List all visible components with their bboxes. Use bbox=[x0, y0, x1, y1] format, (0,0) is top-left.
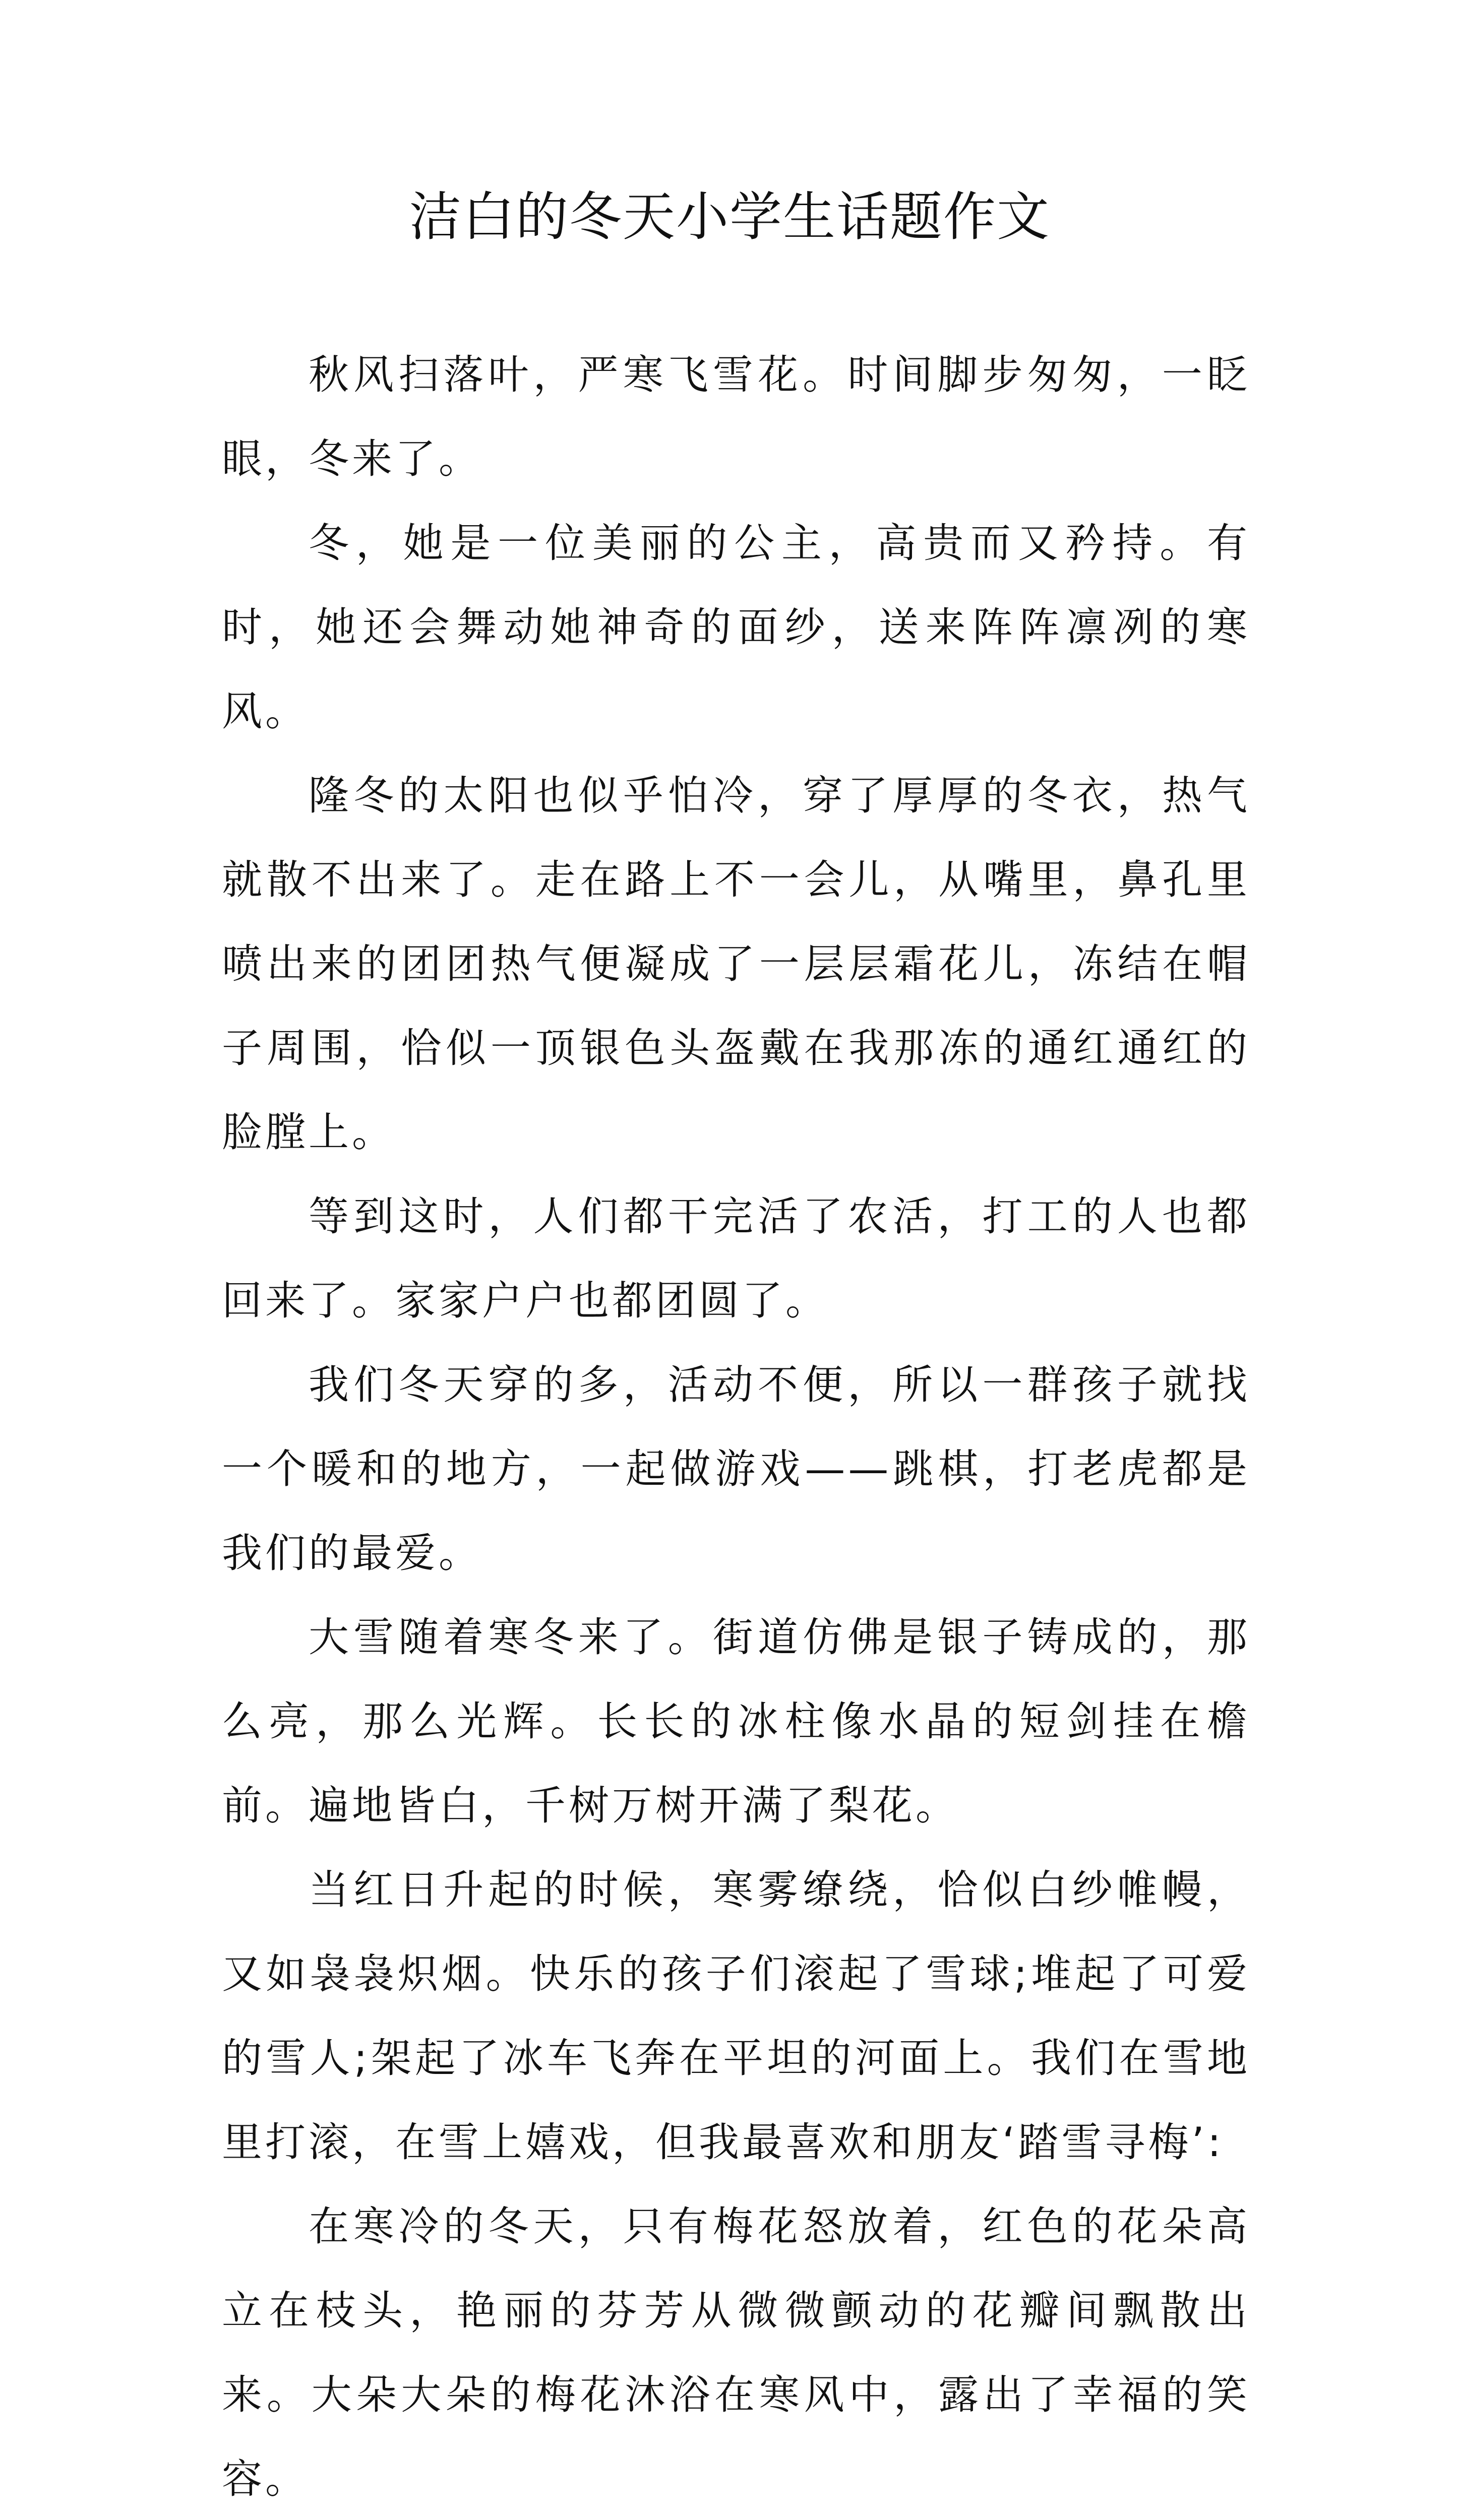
paragraph-6: 大雪随着寒冬来了。街道仿佛是银子铸成的，那么亮，那么光辉。长长的冰柱像水晶的短剑挂在檐前。遍地皆白，千树万树开满了梨花。 bbox=[222, 1614, 1250, 1829]
paragraph-5: 我们冬天穿的多，活动不便，所以一群孩子就找一个暖和的地方，一起做游戏——跳棋，打老虎都是我们的最爱。 bbox=[222, 1361, 1250, 1577]
paragraph-8: 在寒冷的冬天，只有梅花怒放着，红色的花朵高立在枝头，艳丽的芬芳从微微颤动的花瓣间飘散出来。大朵大朵的梅花沐浴在寒风中，露出了幸福的笑容。 bbox=[222, 2203, 1250, 2502]
paragraph-4: 等到这时，人们都干完活了农活，打工的人也都回来了。家家户户也都团圆了。 bbox=[222, 1193, 1250, 1324]
paragraph-2: 冬，她是一位美丽的公主，高贵而又矜持。有时，她还会舞动她神奇的面纱，送来阵阵凛冽的寒风。 bbox=[222, 520, 1250, 735]
paragraph-1: 秋风扫落叶，严寒飞雪花。时间脚步匆匆，一眨眼，冬来了。 bbox=[222, 351, 1250, 482]
paragraph-7: 当红日升起的时候，寒雾缭绕，恰似白纱帷幔，又如袅袅炽烟。快乐的孩子们滚起了雪球;堆起了可爱的雪人;架起了冰车飞奔在平坦的河面上。我们在雪地里打滚，在雪上嬉戏，但我最喜欢和朋友‘踏雪寻梅’: bbox=[222, 1866, 1250, 2166]
document-title: 洁白的冬天小学生话题作文 bbox=[408, 186, 1050, 247]
document-body bbox=[222, 333, 1250, 2520]
paragraph-3: 隆冬的太阳也似乎怕冷，穿了厚厚的冬衣，热气就散不出来了。走在路上不一会儿，从嘴里，鼻孔里喷出来的团团热气便凝成了一层层霜花儿，冻结在帽子周围，恰似一顶银色头盔戴在我那冻的通红通红的脸膛上。 bbox=[222, 772, 1250, 1156]
